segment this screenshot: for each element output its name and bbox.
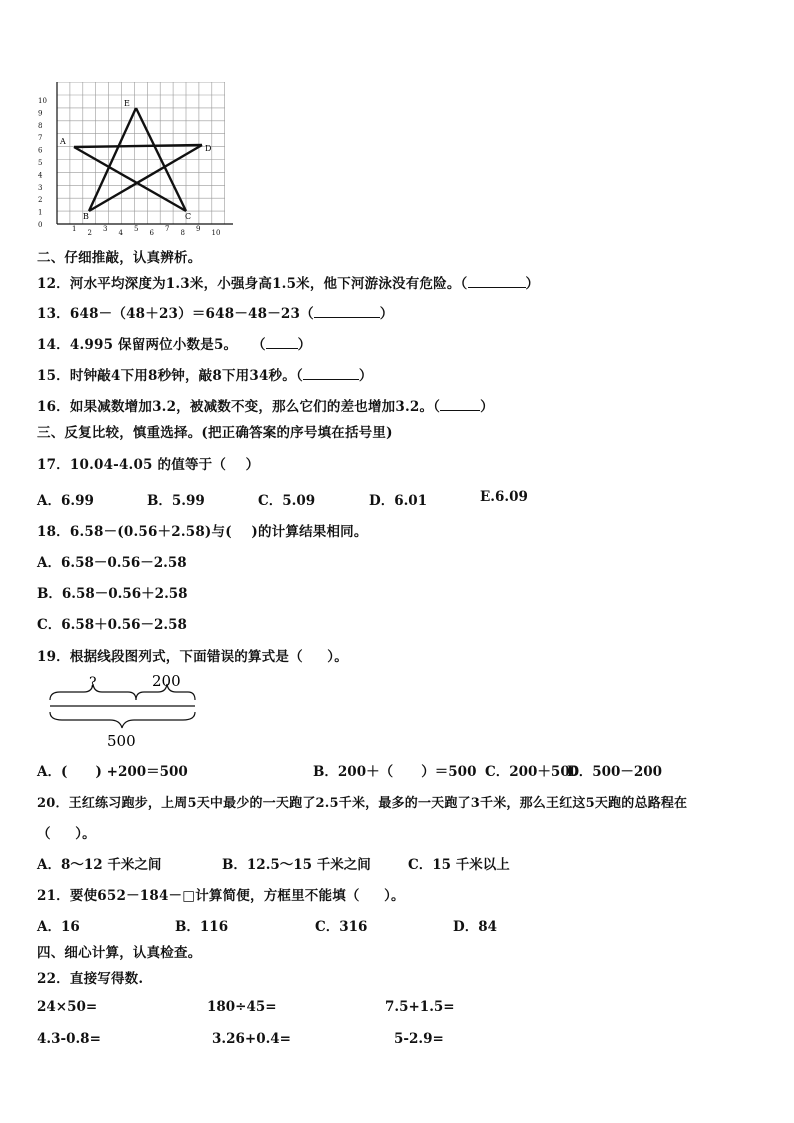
option-17-c[interactable]: C．5.09 (258, 493, 316, 509)
calc-item-1: 24×50= (37, 999, 98, 1015)
y-tick-label: 0 (38, 221, 43, 229)
point-label-d: D (205, 144, 212, 153)
question-14: 14．4.995 保留两位小数是5。 （ ） (37, 337, 312, 353)
option-19-b[interactable]: B．200＋（ ）＝500 (313, 764, 477, 780)
option-21-d[interactable]: D．84 (453, 919, 497, 935)
line-segment-diagram (40, 670, 210, 752)
option-19-d[interactable]: D．500－200 (567, 764, 663, 780)
y-tick-label: 10 (38, 97, 47, 105)
question-17: 17．10.04-4.05 的值等于（ ） (37, 457, 260, 473)
x-tick-label: 1 (72, 225, 77, 233)
calc-item-3: 7.5+1.5= (385, 999, 455, 1015)
y-tick-label: 3 (38, 183, 43, 192)
y-tick-label: 4 (38, 171, 43, 180)
calc-item-5: 3.26+0.4= (212, 1031, 291, 1047)
section-2-heading: 二、仔细推敲，认真辨析。 (37, 250, 202, 266)
x-tick-label: 7 (165, 225, 170, 233)
x-tick-label: 5 (134, 225, 139, 233)
y-tick-label: 8 (38, 121, 43, 130)
question-18: 18．6.58－(0.56＋2.58)与( )的计算结果相同。 (37, 524, 368, 540)
calc-item-4: 4.3-0.8= (37, 1031, 101, 1047)
answer-blank-16[interactable] (440, 398, 480, 411)
label-200: 200 (152, 672, 181, 690)
option-19-c[interactable]: C．200＋500 (485, 764, 580, 780)
y-tick-label: 1 (38, 208, 43, 217)
x-tick-label: 8 (180, 229, 185, 237)
question-16: 16．如果减数增加3.2，被减数不变，那么它们的差也增加3.2。（ ） (37, 399, 494, 415)
question-13: 13．648－（48＋23）＝648－48－23（ ） (37, 306, 394, 322)
option-21-a[interactable]: A．16 (37, 919, 80, 935)
point-label-e: E (124, 99, 130, 108)
question-20-blank: （ ）。 (37, 826, 96, 842)
option-17-b[interactable]: B．5.99 (147, 493, 205, 509)
brace-total (50, 712, 195, 728)
question-19: 19．根据线段图列式，下面错误的算式是（ ）。 (37, 649, 348, 665)
y-tick-label: 5 (38, 159, 43, 167)
answer-blank-14[interactable] (266, 336, 298, 349)
x-tick-label: 2 (87, 229, 92, 237)
y-tick-label: 7 (38, 134, 43, 143)
calc-item-2: 180÷45= (207, 999, 277, 1015)
y-tick-label: 6 (38, 146, 43, 155)
calc-item-6: 5-2.9= (394, 1031, 444, 1047)
option-18-a[interactable]: A．6.58－0.56－2.58 (37, 555, 187, 571)
question-20: 20．王红练习跑步，上周5天中最少的一天跑了2.5千米，最多的一天跑了3千米，那么王红这5天跑的总路程在 (37, 796, 688, 811)
option-17-d[interactable]: D．6.01 (369, 493, 428, 509)
option-17-a[interactable]: A．6.99 (37, 493, 94, 509)
x-tick-label: 3 (103, 225, 108, 233)
option-21-c[interactable]: C．316 (315, 919, 368, 935)
y-tick-label: 2 (38, 196, 43, 205)
option-17-e[interactable]: E.6.09 (480, 489, 528, 505)
point-label-b: B (83, 212, 89, 221)
section-3-heading: 三、反复比较，慎重选择。(把正确答案的序号填在括号里) (37, 425, 393, 441)
section-4-heading: 四、细心计算，认真检查。 (37, 945, 202, 961)
x-tick-label: 10 (211, 229, 221, 237)
option-20-c[interactable]: C．15 千米以上 (408, 857, 510, 873)
question-21: 21．要使652－184－□计算简便，方框里不能填（ ）。 (37, 888, 405, 904)
star-edge-d-b (89, 145, 202, 211)
option-21-b[interactable]: B．116 (175, 919, 229, 935)
x-tick-label: 6 (149, 229, 154, 237)
answer-blank-15[interactable] (303, 367, 359, 380)
option-18-b[interactable]: B．6.58－0.56＋2.58 (37, 586, 188, 602)
y-tick-label: 9 (38, 109, 43, 118)
option-18-c[interactable]: C．6.58＋0.56－2.58 (37, 617, 187, 633)
option-20-b[interactable]: B．12.5～15 千米之间 (222, 857, 371, 873)
answer-blank-12[interactable] (468, 275, 526, 288)
option-19-a[interactable]: A．( ) +200＝500 (37, 764, 188, 780)
label-500: 500 (107, 732, 136, 750)
option-20-a[interactable]: A．8～12 千米之间 (37, 857, 162, 873)
x-tick-label: 4 (118, 229, 123, 237)
question-15: 15．时钟敲4下用8秒钟，敲8下用34秒。（ ） (37, 368, 373, 384)
label-question-mark: ? (89, 675, 97, 691)
point-label-c: C (185, 212, 192, 221)
question-22: 22．直接写得数. (37, 971, 144, 987)
question-12: 12．河水平均深度为1.3米，小强身高1.5米，他下河游泳没有危险。（ ） (37, 276, 540, 292)
answer-blank-13[interactable] (314, 305, 380, 318)
x-tick-label: 9 (196, 225, 201, 233)
star-coordinate-graph (30, 82, 245, 242)
point-label-a: A (60, 137, 66, 146)
